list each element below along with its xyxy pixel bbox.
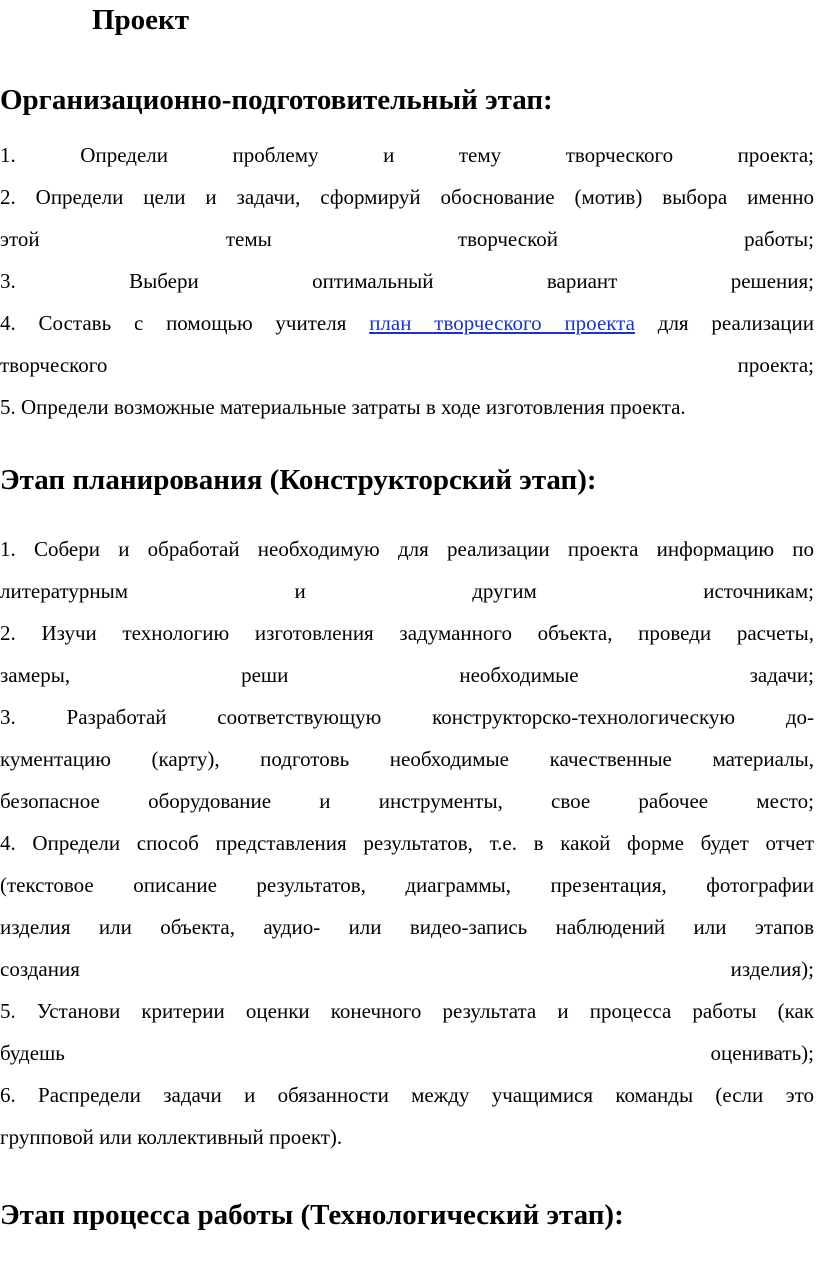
section-heading-organizational: Организационно-подготовительный этап: (0, 84, 553, 116)
list-item-line: 3. Разработай соответствующую конструкторско-технологическую до- (0, 705, 814, 729)
list-item-line: замеры, реши необходимые задачи; (0, 663, 814, 687)
list-item-line: (текстовое описание результатов, диаграммы, презентация, фотографии (0, 873, 814, 897)
list-item-line: создания изделия); (0, 957, 814, 981)
list-item-line: 2. Изучи технологию изготовления задуманного объекта, проведи расчеты, (0, 621, 814, 645)
list-item-line: 1. Определи проблему и тему творческого проекта; (0, 143, 814, 167)
page-title: Проект (92, 4, 190, 36)
list-item-line: кументацию (карту), подготовь необходимые качественные материалы, (0, 747, 814, 771)
list-item-line: изделия или объекта, аудио- или видео-запись наблюдений или этапов (0, 915, 814, 939)
list-item-line: 5. Определи возможные материальные затраты в ходе изготовления проекта. (0, 395, 686, 419)
list-item-line: 3. Выбери оптимальный вариант решения; (0, 269, 814, 293)
section-planning-list (0, 534, 814, 1164)
project-plan-link[interactable]: план творческого проекта (369, 311, 635, 335)
list-item-line: творческого проекта; (0, 353, 814, 377)
list-item-line-with-link (0, 308, 814, 350)
list-item-text: 4. Составь с помощью учителя (0, 311, 347, 335)
section-heading-technological: Этап процесса работы (Технологический этап): (0, 1199, 624, 1231)
list-item-line: 6. Распредели задачи и обязанности между учащимися команды (если это (0, 1083, 814, 1107)
list-item-line: безопасное оборудование и инструменты, свое рабочее место; (0, 789, 814, 813)
list-item-line: 5. Установи критерии оценки конечного результата и процесса работы (как (0, 999, 814, 1023)
section-heading-planning: Этап планирования (Конструкторский этап): (0, 464, 597, 496)
list-item-line: 2. Определи цели и задачи, сформируй обоснование (мотив) выбора именно (0, 185, 814, 209)
list-item-text: для реализации (657, 311, 814, 335)
list-item-line: этой темы творческой работы; (0, 227, 814, 251)
section-organizational-list (0, 140, 814, 434)
list-item-line: 4. Определи способ представления результатов, т.е. в какой форме будет отчет (0, 831, 814, 855)
list-item-line: групповой или коллективный проект). (0, 1125, 343, 1149)
list-item-line: 1. Собери и обработай необходимую для реализации проекта информацию по (0, 537, 814, 561)
list-item-line: будешь оценивать); (0, 1041, 814, 1065)
list-item-line: литературным и другим источникам; (0, 579, 814, 603)
